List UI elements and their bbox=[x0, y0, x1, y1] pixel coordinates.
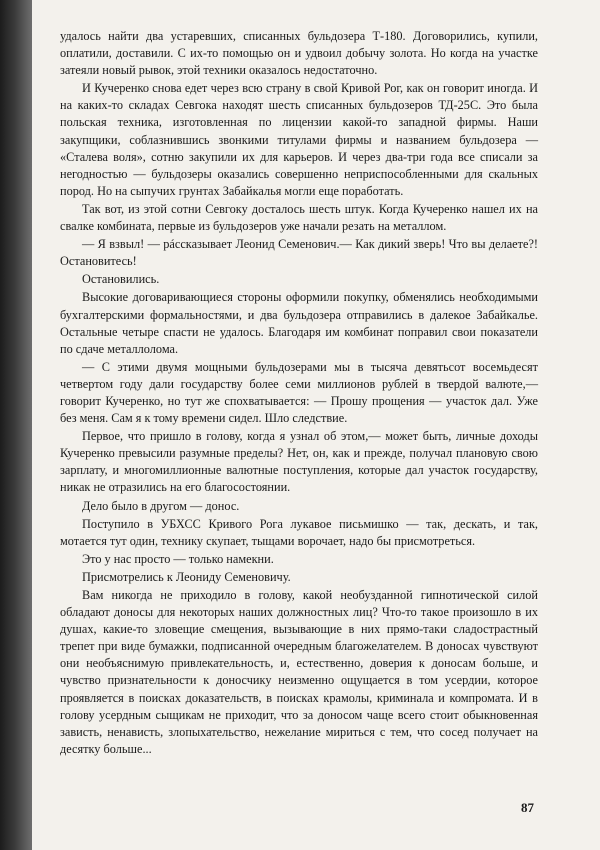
paragraph: Так вот, из этой сотни Севгоку досталось шесть штук. Когда Кучеренко нашел их на свалке комбината, первые из бульдозеров уже начали резать на металлом. bbox=[60, 201, 538, 234]
paragraph: Первое, что пришло в голову, когда я узнал об этом,— может быть, личные доходы Кучеренко превысили разумные пределы? Нет, он, как и прежде, получал плановую свою зарплату, и многомиллионные валютные поступления, которые дал участок государству, никак не отразились на его благосостоянии. bbox=[60, 429, 538, 495]
paragraph: Это у нас просто — только намекни. bbox=[82, 551, 274, 566]
paragraph: удалось найти два устаревших, списанных бульдозера Т-180. Договорились, купили, оплатили, доставили. С их-то помощью он и удвоил добычу золота. Но когда на участке затеяли новый рывок, этой техники оказалось недостаточно. bbox=[60, 29, 538, 78]
paragraph: Присмотрелись к Леониду Семеновичу. bbox=[82, 569, 291, 584]
paragraph: Поступило в УБХСС Кривого Рога лукавое письмишко — так, дескать, и так, мотается тут один, технику скупает, тыщами ворочает, надо бы присмотреться. bbox=[60, 516, 538, 548]
book-page bbox=[32, 0, 600, 850]
paragraph: Вам никогда не приходило в голову, какой необузданной гипнотической силой обладают доносы для некоторых наших должностных лиц? Что-то такое произошло в их душах, какие-то зловещие смещения, вызывающие в них прямо-таки сладострастный трепет при виде бумажки, подписанной очередным благожелателем. В доносах чувствуют они необъяснимую привлекательность, и, естественно, доверия к доносам больше, и чувство признательности к доносчику неизменно ощущается в том усердии, которое проявляется в поисках доказательств, в поисках крамолы, криминала и компромата. И в голову усердным сыщикам не приходит, что за доносом чаще всего стоит обыкновенная зависть, ненависть, злопыхательство, нежелание мириться с тем, что сосед получает на десятку больше... bbox=[60, 588, 538, 756]
paragraph: Остановились. bbox=[82, 272, 160, 287]
body-text bbox=[60, 28, 538, 759]
paragraph: И Кучеренко снова едет через всю страну в свой Кривой Рог, как он говорит иногда. И на каких-то складах Севгока находят шесть списанных бульдозеров ТД-25С. Это была польская техника, изготовленная по лицензии какой-то западной фирмы. Наши закупщики, соблазнившись звонкими титулами фирмы и названием бульдозера — «Сталева воля», сотню закупили их для карьеров. И через два-три года все списали за негодностью — бульдозеры оказались совершенно неприспособленными для скальных пород. Но на сыпучих грунтах Забайкалья могли еще поработать. bbox=[60, 81, 538, 198]
paragraph: Дело было в другом — донос. bbox=[82, 498, 240, 513]
book-spine-shadow bbox=[0, 0, 32, 850]
paragraph: — С этими двумя мощными бульдозерами мы в тысяча девятьсот восемьдесят четвертом году дали государству более семи миллионов рублей в твердой валюте,— говорит Кучеренко, но тут же спохватывается: — Прошу прощения — участок дал. Уже без меня. Сам я к тому времени сидел. Шло следствие. bbox=[60, 359, 538, 426]
paragraph: — Я взвыл! — рáсcказывает Леонид Семенович.— Как дикий зверь! Что вы делаете?! Остановитесь! bbox=[60, 237, 538, 269]
paragraph: Высокие договаривающиеся стороны оформили покупку, обменялись необходимыми бухгалтерскими формальностями, и два бульдозера отправились в далекое Забайкалье. Остальные четыре спасти не удалось. Благодаря им комбинат поправил свои показатели по сдаче металлолома. bbox=[60, 290, 538, 356]
page-number: 87 bbox=[521, 800, 534, 815]
